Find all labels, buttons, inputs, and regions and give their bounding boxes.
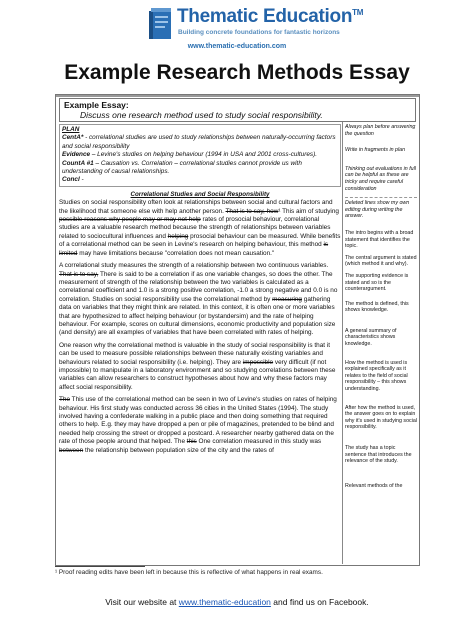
essay-paragraph (59, 199, 341, 258)
essay-paragraph (59, 396, 341, 455)
plan-line-text: – Causation vs. Correlation – correlational studies cannot provide us with understanding of causal relationships. (62, 159, 302, 176)
margin-note: The method is defined, this shows knowledge. (345, 300, 409, 314)
plan-line-key: CentA* (62, 134, 84, 142)
header (0, 0, 474, 84)
paragraph-text: One correlation measured in this study was (196, 438, 322, 446)
plan-line (62, 151, 338, 159)
brand-tagline: Building concrete foundations for fantastic horizons (178, 29, 340, 36)
plan-line (62, 134, 338, 151)
book-logo-icon (147, 7, 173, 41)
paragraph-text: may have limitations because "correlation does not mean causation." (77, 249, 275, 257)
paragraph-text: There is said to be a correlation if as one variable changes, so does the other. The measurement of strength of the relationship between the two variables is calculated as a correlational coefficient and 1.0 is a strong positive correlation, -1.0 a strong negative and 0.0 is no correlation. Studies on social responsibility use the correlational method by (59, 270, 338, 303)
deleted-text: impossible (242, 358, 274, 366)
paragraph-text: the relationship between population size of the city and the rates of (83, 446, 274, 454)
plan-line (62, 160, 338, 177)
frame-top-rule (56, 95, 419, 97)
footer-prefix: Visit our website at (105, 597, 179, 607)
footer-website-link[interactable]: www.thematic-education (178, 597, 271, 607)
essay-body (59, 124, 341, 564)
deleted-text: helping (167, 232, 189, 240)
column-divider (342, 122, 343, 564)
footer (0, 597, 474, 607)
paragraph-text: One reason why the correlational method is valuable in the study of social responsibility is that it can be used to measure possible relationships between these naturally existing variables and behaviours related to social responsibility (i.e. helping). They are (59, 341, 331, 366)
footnote: ¹ Proof reading edits have been left in because this is reflective of what happens in real exams. (55, 569, 323, 576)
page-title: Example Research Methods Essay (64, 61, 410, 84)
deleted-text: between (59, 446, 84, 454)
deleted-text: this (186, 438, 197, 446)
paragraph-text: rates of prosocial behaviour, correlational studies are a valuable research method because the strength of relationships between variables related to sociocultural influences and (59, 216, 331, 240)
margin-note: The intro begins with a broad statement that identifies the topic. (345, 229, 414, 250)
deleted-text: is limited (59, 241, 329, 257)
margin-note: The supporting evidence is stated and so is the counterargument. (345, 272, 409, 293)
plan-line-key: CountA #1 (62, 159, 94, 167)
margin-note: How the method is used is explained specifically as it relates to the field of social responsibility – this shows understanding. (345, 359, 408, 393)
deleted-text: The (59, 396, 71, 404)
margin-note: Deleted lines show my own editing during writing the answer. (345, 197, 417, 220)
essay-paragraph (59, 342, 341, 392)
site-url-link[interactable]: www.thematic-education.com (187, 43, 287, 50)
margin-notes (345, 124, 417, 564)
margin-note: A general summary of characteristics shows knowledge. (345, 327, 397, 348)
paragraph-text: very difficult (if not impossible) to manipulate in a laboratory environment and so studying correlations between these variables can allow researchers to construct hypotheses about how and why these factors may affect social responsibility. (59, 358, 336, 391)
plan-lines (62, 134, 338, 184)
deleted-text: That is to say, how (225, 207, 279, 215)
plan-line-text: - correlational studies are used to study relationships between naturally-occurring factors and social responsibility (62, 134, 336, 150)
plan-line-text: - (79, 176, 84, 184)
deleted-text: That is to say, (59, 270, 99, 278)
paragraph-text: gathering data on variables that they might think are related. In this context, it is often one or more variables that are hypothesized to affect helping behaviour (or bystandersim) and the rate of helping behaviour. For example, scores on cultural dimensions, economic productivity and population size (and density) are all examples of variables that have been correlated with rates of helping. (59, 295, 336, 337)
essay-paragraphs (59, 199, 341, 455)
margin-note: The central argument is stated (which method it and why). (345, 254, 417, 268)
section-heading: Correlational Studies and Social Responsibility (130, 190, 270, 198)
margin-note: After how the method is used, the answer goes on to explain why it's used in studying social responsibility. (345, 404, 417, 431)
plan-line-text: – Levine's studies on helping behaviour (1994 in USA and 2001 cross-cultures). (90, 151, 317, 159)
paragraph-text: Studies on social responsibility often look at relationships between social and cultural factors and the likelihood that someone else with help another person. (59, 199, 333, 215)
paragraph-text: ¹ This aim of studying (278, 207, 339, 215)
footnote-rule (55, 566, 145, 567)
plan-line-key: Concl (62, 176, 80, 184)
essay-frame (55, 94, 420, 566)
margin-note: Relevant methods of the (345, 482, 403, 489)
paragraph-text: prosocial behaviour can be measured. While benefits of a correlational method can be seen in Levine's research on helping behaviour, this method (59, 232, 341, 249)
paragraph-text: This use of the correlational method can be seen in two of Levine's studies on rates of helping behaviour. His first study was conducted across 36 cities in the United States (1994). The study involved having a confederate walking in a public place and then doing something that required others to help. E.g. they may have dropped a pen or pile of magazines, pretended to be blind and needed help crossing the street or dropped a postcard. A researcher nearby gathered data on the rate of those people around that helped. The (59, 396, 337, 446)
essay-label: Example Essay: (64, 100, 129, 110)
essay-paragraph (59, 262, 341, 338)
footer-suffix: and find us on Facebook. (270, 597, 369, 607)
paragraph-text: A correlational study measures the strength of a relationship between two continuous variables. (59, 262, 329, 270)
margin-note: The study has a topic sentence that introduces the relevance of the study. (345, 445, 412, 465)
deleted-text: possible reasons why people may or may not help (59, 216, 201, 224)
margin-note: Write in fragments in plan (345, 147, 406, 154)
margin-note: Thinking out evaluations in full can be helpful as these are tricky and require careful consideration (345, 165, 416, 192)
plan-heading: PLAN (62, 126, 80, 133)
brand-title: Thematic Education™ (177, 6, 364, 27)
margin-note: Always plan before answering the question (345, 124, 416, 137)
plan-line (62, 176, 338, 184)
essay-question-box (59, 98, 416, 122)
essay-question: Discuss one research method used to study social responsibility. (80, 110, 323, 120)
deleted-text: measuring (272, 295, 302, 303)
plan-line-key: Evidence (62, 151, 91, 159)
plan-box (59, 124, 341, 187)
